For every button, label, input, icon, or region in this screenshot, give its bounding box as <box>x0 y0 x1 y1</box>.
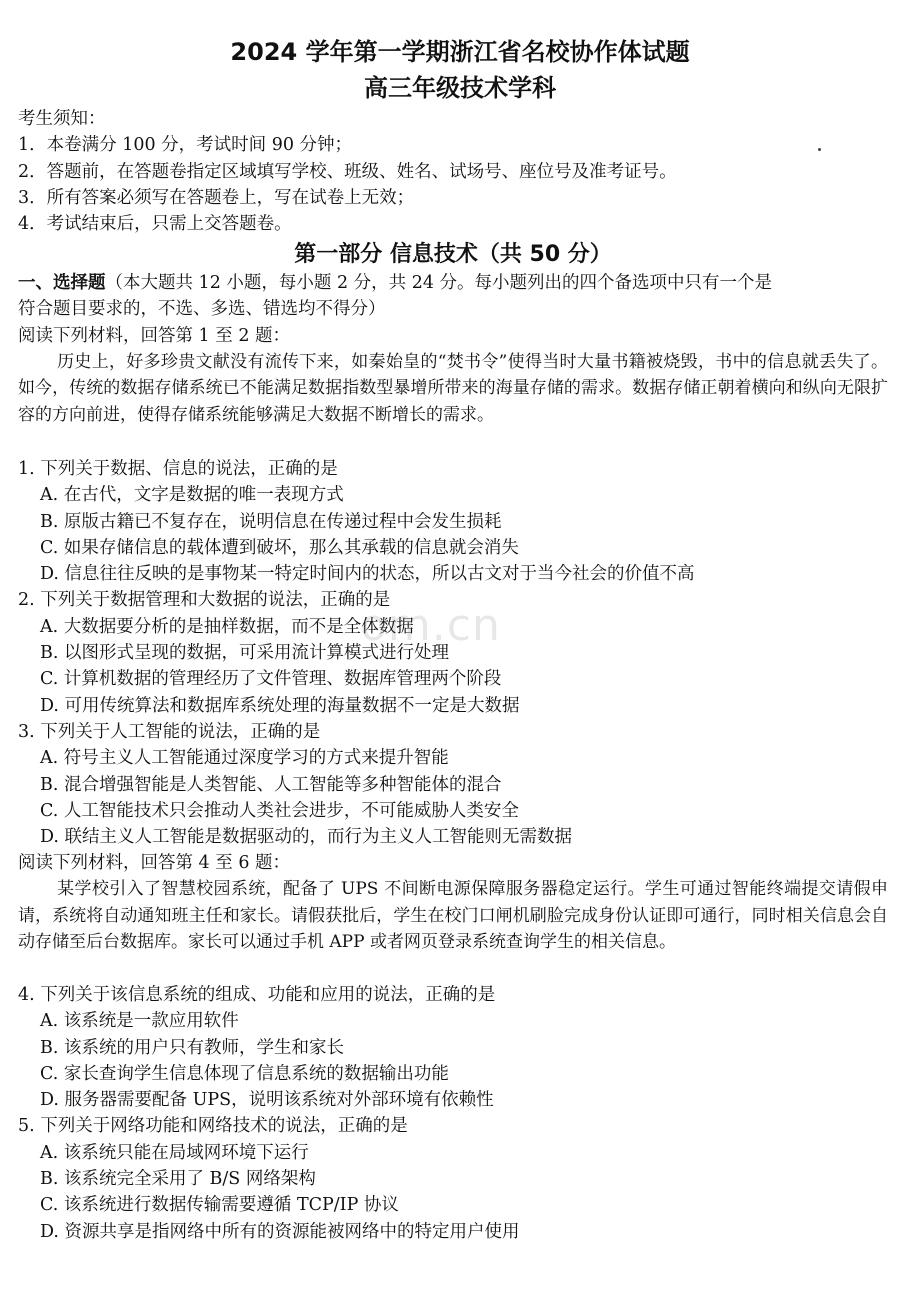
question-option: B. 该系统的用户只有教师，学生和家长 <box>40 1037 344 1058</box>
question-option: A. 在古代，文字是数据的唯一表现方式 <box>40 485 344 506</box>
question-option: A. 大数据要分析的是抽样数据，而不是全体数据 <box>40 616 414 637</box>
question-option: D. 资源共享是指网络中所有的资源能被网络中的特定用户使用 <box>40 1221 520 1242</box>
section-instructions <box>18 270 888 296</box>
notice-item: 4．考试结束后，只需上交答题卷。 <box>18 214 292 235</box>
question-option: D. 信息往往反映的是事物某一特定时间内的状态，所以古文对于当今社会的价值不高 <box>40 564 695 585</box>
reading2-block <box>18 876 888 956</box>
exam-subtitle: 高三年级技术学科 <box>364 74 556 102</box>
question-option: B. 以图形式呈现的数据，可采用流计算模式进行处理 <box>40 643 449 664</box>
question-option: D. 可用传统算法和数据库系统处理的海量数据不一定是大数据 <box>40 695 520 716</box>
question-stem: 5. 下列关于网络功能和网络技术的说法，正确的是 <box>18 1116 408 1137</box>
question-option: C. 计算机数据的管理经历了文件管理、数据库管理两个阶段 <box>40 669 502 690</box>
question-option: C. 如果存储信息的载体遭到破坏，那么其承载的信息就会消失 <box>40 537 519 558</box>
section-desc-cont: 符合题目要求的，不选、多选、错选均不得分） <box>18 299 386 320</box>
question-group-b <box>18 982 888 1245</box>
question-stem: 3. 下列关于人工智能的说法，正确的是 <box>18 721 321 742</box>
question-option: A. 符号主义人工智能通过深度学习的方式来提升智能 <box>40 748 449 769</box>
watermark: om.cn <box>360 600 501 651</box>
question-option: B. 混合增强智能是人类智能、人工智能等多种智能体的混合 <box>40 774 502 795</box>
exam-title: 2024 学年第一学期浙江省名校协作体试题 <box>230 38 690 66</box>
section-desc: （本大题共 12 小题，每小题 2 分，共 24 分。每小题列出的四个备选项中只有一个是 <box>105 273 773 293</box>
question-option: C. 家长查询学生信息体现了信息系统的数据输出功能 <box>40 1063 449 1084</box>
reading-passage: 历史上，好多珍贵文献没有流传下来，如秦始皇的“焚书令”使得当时大量书籍被烧毁，书中的信息就丢失了。如今，传统的数据存储系统已不能满足数据指数型暴增所带来的海量存储的需求。数据存储正朝着横向和纵向无限扩容的方向前进，使得存储系统能够满足大数据不断增长的需求。 <box>18 351 888 425</box>
question-stem: 2. 下列关于数据管理和大数据的说法，正确的是 <box>18 590 391 611</box>
question-option: C. 该系统进行数据传输需要遵循 TCP/IP 协议 <box>40 1195 399 1216</box>
question-option: D. 服务器需要配备 UPS，说明该系统对外部环境有依赖性 <box>40 1090 494 1111</box>
reading-passage: 某学校引入了智慧校园系统，配备了 UPS 不间断电源保障服务器稳定运行。学生可通过智能终端提交请假申请，系统将自动通知班主任和家长。请假获批后，学生在校门口闸机刷脸完成身份认证即可通行，同时相关信息会自动存储至后台数据库。家长可以通过手机 APP 或者网页登录系统查询学生的相关信息。 <box>18 879 888 952</box>
question-option: C. 人工智能技术只会推动人类社会进步，不可能威胁人类安全 <box>40 800 519 821</box>
question-stem: 1. 下列关于数据、信息的说法，正确的是 <box>18 459 338 479</box>
notice-heading: 考生须知： <box>18 109 106 129</box>
part1-title: 第一部分 信息技术（共 50 分） <box>294 242 612 267</box>
notice-item: 1．本卷满分 100 分，考试时间 90 分钟； <box>18 135 353 156</box>
question-stem: 4. 下列关于该信息系统的组成、功能和应用的说法，正确的是 <box>18 985 496 1005</box>
question-option: B. 原版古籍已不复存在，说明信息在传递过程中会发生损耗 <box>40 511 502 532</box>
question-option: A. 该系统只能在局域网环境下运行 <box>40 1142 309 1163</box>
question-group-a <box>18 456 888 877</box>
notice-item: 3．所有答案必须写在答题卷上，写在试卷上无效； <box>18 187 415 208</box>
notice-item: 2．答题前，在答题卷指定区域填写学校、班级、姓名、试场号、座位号及准考证号。 <box>18 161 677 182</box>
reading-intro: 阅读下列材料，回答第 4 至 6 题： <box>18 853 291 874</box>
section-label: 一、选择题 <box>18 273 106 293</box>
part1-block <box>18 240 888 428</box>
question-option: B. 该系统完全采用了 B/S 网络架构 <box>40 1169 316 1190</box>
notice-block <box>18 106 888 237</box>
question-option: D. 联结主义人工智能是数据驱动的，而行为主义人工智能则无需数据 <box>40 827 573 848</box>
reading-intro: 阅读下列材料，回答第 1 至 2 题： <box>18 325 291 346</box>
question-option: A. 该系统是一款应用软件 <box>40 1011 239 1032</box>
